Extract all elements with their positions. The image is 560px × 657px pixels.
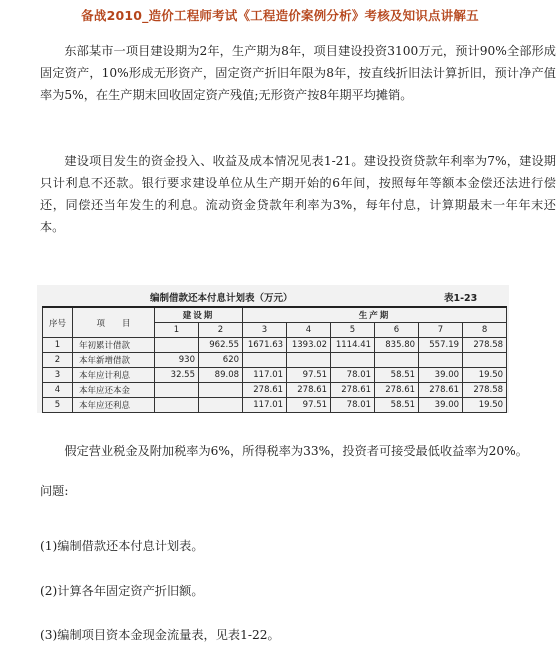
- cell-value: 97.51: [287, 398, 331, 413]
- cell-value: 58.51: [375, 398, 419, 413]
- cell-value: 1671.63: [243, 338, 287, 353]
- cell-value: 19.50: [463, 398, 507, 413]
- cell-value: 117.01: [243, 368, 287, 383]
- paragraph-project-overview: 东部某市一项目建设期为2年，生产期为8年，项目建设投资3100万元，预计90%全部形成固定资产，10%形成无形资产，固定资产折旧年限为8年，按直线折旧法计算折旧，预计净产值率为5%，在生产期末回收固定资产残值;无形资产按8年期平均摊销。: [40, 44, 556, 102]
- cell-value: [243, 353, 287, 368]
- cell-value: 1114.41: [331, 338, 375, 353]
- cell-value: 117.01: [243, 398, 287, 413]
- cell-value: 39.00: [419, 368, 463, 383]
- row-seq: 4: [43, 383, 73, 398]
- question-1: (1)编制借款还本付息计划表。: [40, 539, 204, 553]
- table-caption: 编制借款还本付息计划表（万元）: [150, 293, 293, 304]
- cell-value: [419, 353, 463, 368]
- cell-value: 278.61: [331, 383, 375, 398]
- cell-value: [199, 398, 243, 413]
- header-year: 4: [287, 323, 331, 338]
- row-item: 本年应还利息: [73, 398, 155, 413]
- row-seq: 2: [43, 353, 73, 368]
- header-year: 5: [331, 323, 375, 338]
- header-year: 2: [199, 323, 243, 338]
- cell-value: 557.19: [419, 338, 463, 353]
- header-year: 3: [243, 323, 287, 338]
- row-item: 本年应计利息: [73, 368, 155, 383]
- row-item: 本年应还本金: [73, 383, 155, 398]
- cell-value: 32.55: [155, 368, 199, 383]
- table-row: [43, 353, 507, 368]
- cell-value: [375, 353, 419, 368]
- cell-value: 278.58: [463, 338, 507, 353]
- cell-value: [155, 398, 199, 413]
- question-2: (2)计算各年固定资产折旧额。: [40, 584, 204, 598]
- cell-value: [199, 383, 243, 398]
- header-item: 项 目: [73, 307, 155, 338]
- cell-value: 78.01: [331, 368, 375, 383]
- row-item: 本年新增借款: [73, 353, 155, 368]
- header-year: 7: [419, 323, 463, 338]
- cell-value: 278.61: [243, 383, 287, 398]
- cell-value: 39.00: [419, 398, 463, 413]
- article-title: 备战2010_造价工程师考试《工程造价案例分析》考核及知识点讲解五: [81, 8, 479, 23]
- cell-value: 930: [155, 353, 199, 368]
- cell-value: 835.80: [375, 338, 419, 353]
- header-seq: 序号: [43, 307, 73, 338]
- loan-repayment-table: [42, 306, 507, 413]
- questions-heading: 问题:: [40, 484, 69, 498]
- table-row: [43, 383, 507, 398]
- row-item: 年初累计借款: [73, 338, 155, 353]
- cell-value: [463, 353, 507, 368]
- header-year: 6: [375, 323, 419, 338]
- cell-value: 89.08: [199, 368, 243, 383]
- cell-value: 620: [199, 353, 243, 368]
- cell-value: 78.01: [331, 398, 375, 413]
- row-seq: 1: [43, 338, 73, 353]
- header-construction-period: 建设期: [155, 307, 243, 323]
- paragraph-financing: 建设项目发生的资金投入、收益及成本情况见表1-21。建设投资贷款年利率为7%，建设期只计利息不还款。银行要求建设单位从生产期开始的6年间，按照每年等额本金偿还法进行偿还，同偿还当年发生的利息。流动资金贷款年利率为3%，每年付息，计算期最末一年年末还本。: [40, 154, 556, 234]
- question-3: (3)编制项目资本金现金流量表，见表1-22。: [40, 628, 280, 642]
- cell-value: 97.51: [287, 368, 331, 383]
- cell-value: 278.58: [463, 383, 507, 398]
- table-row: [43, 398, 507, 413]
- cell-value: 962.55: [199, 338, 243, 353]
- cell-value: 278.61: [287, 383, 331, 398]
- header-year: 8: [463, 323, 507, 338]
- header-production-period: 生产期: [243, 307, 507, 323]
- cell-value: [155, 338, 199, 353]
- cell-value: [155, 383, 199, 398]
- cell-value: 278.61: [419, 383, 463, 398]
- header-year: 1: [155, 323, 199, 338]
- row-seq: 3: [43, 368, 73, 383]
- table-row: [43, 338, 507, 353]
- cell-value: 1393.02: [287, 338, 331, 353]
- cell-value: 19.50: [463, 368, 507, 383]
- cell-value: [287, 353, 331, 368]
- cell-value: [331, 353, 375, 368]
- row-seq: 5: [43, 398, 73, 413]
- table-row: [43, 368, 507, 383]
- cell-value: 278.61: [375, 383, 419, 398]
- paragraph-tax-assumptions: 假定营业税金及附加税率为6%，所得税率为33%，投资者可接受最低收益率为20%。: [64, 444, 528, 458]
- cell-value: 58.51: [375, 368, 419, 383]
- table-number: 表1-23: [444, 293, 478, 304]
